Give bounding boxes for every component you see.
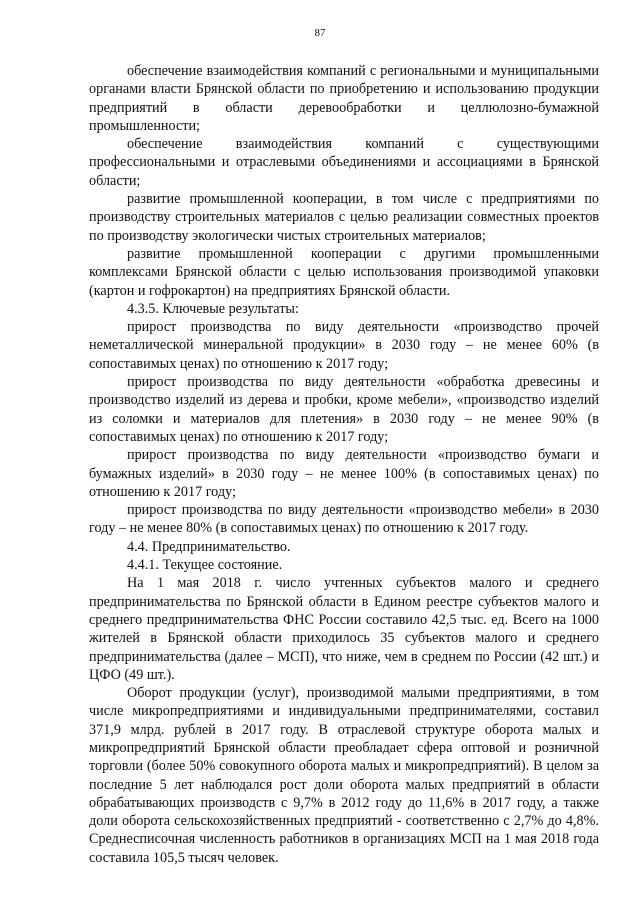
section-heading: 4.4. Предпринимательство. xyxy=(127,538,291,555)
section-heading: 4.4.1. Текущее состояние. xyxy=(127,557,283,574)
page-number: 87 xyxy=(314,27,326,39)
paragraph: развитие промышленной кооперации с другими промышленными комплексами Брянской области с целью использования производимой упаковки (картон и гофрокартон) на предприятиях Брянской области. xyxy=(89,245,599,299)
paragraph: прирост производства по виду деятельности «обработка древесины и производство изделий из дерева и пробки, кроме мебели», «производство изделий из соломки и материалов для плетения» в 2030 году – не менее 90% (в сопоставимых ценах) по отношению к 2017 году; xyxy=(89,374,599,445)
paragraph: развитие промышленной кооперации, в том числе с предприятиями по производству строительных материалов с целью реализации совместных проектов по производству экологически чистых строительных материалов; xyxy=(89,191,599,244)
section-heading: 4.3.5. Ключевые результаты: xyxy=(127,300,299,317)
paragraph: прирост производства по виду деятельности «производство прочей неметаллической минеральной продукции» в 2030 году – не менее 60% (в сопоставимых ценах) по отношению к 2017 году; xyxy=(89,319,599,372)
paragraph: прирост производства по виду деятельности «производство мебели» в 2030 году – не менее 80% (в сопоставимых ценах) по отношению к 2017 году. xyxy=(89,502,599,537)
body-text xyxy=(89,62,599,867)
paragraph: прирост производства по виду деятельности «производство бумаги и бумажных изделий» в 2030 году – не менее 100% (в сопоставимых ценах) по отношению к 2017 году; xyxy=(89,447,599,500)
paragraph: Оборот продукции (услуг), производимой малыми предприятиями, в том числе микропредприятиями и индивидуальными предпринимателями, составил 371,9 млрд. рублей в 2017 году. В отраслевой структуре оборота малых и микропредприятий Брянской области преобладает сфера оптовой и розничной торговли (более 50% совокупного оборота малых и микропредприятий). В целом за последние 5 лет наблюдался рост доли оборота малых предприятий в области обрабатывающих производств с 9,7% в 2012 году до 11,6% в 2017 году, а также доли оборота сельскохозяйственных предприятий - соответственно с 2,7% до 4,8%. Среднесписочная численность работников в организациях МСП на 1 мая 2018 года составила 105,5 тысяч человек. xyxy=(89,685,599,866)
paragraph: обеспечение взаимодействия компаний с региональными и муниципальными органами власти Брянской области по приобретению и использованию продукции предприятий в области деревообработки и целлюлозно-бумажной промышленности; xyxy=(89,63,599,134)
paragraph: обеспечение взаимодействия компаний с существующими профессиональными и отраслевыми объединениями и ассоциациями в Брянской области; xyxy=(89,136,599,189)
paragraph: На 1 мая 2018 г. число учтенных субъектов малого и среднего предпринимательства по Брянской области в Едином реестре субъектов малого и среднего предпринимательства ФНС России составило 42,5 тыс. ед. Всего на 1000 жителей в Брянской области приходилось 35 субъектов малого и среднего предпринимательства (далее – МСП), что ниже, чем в среднем по России (42 шт.) и ЦФО (49 шт.). xyxy=(89,575,599,683)
